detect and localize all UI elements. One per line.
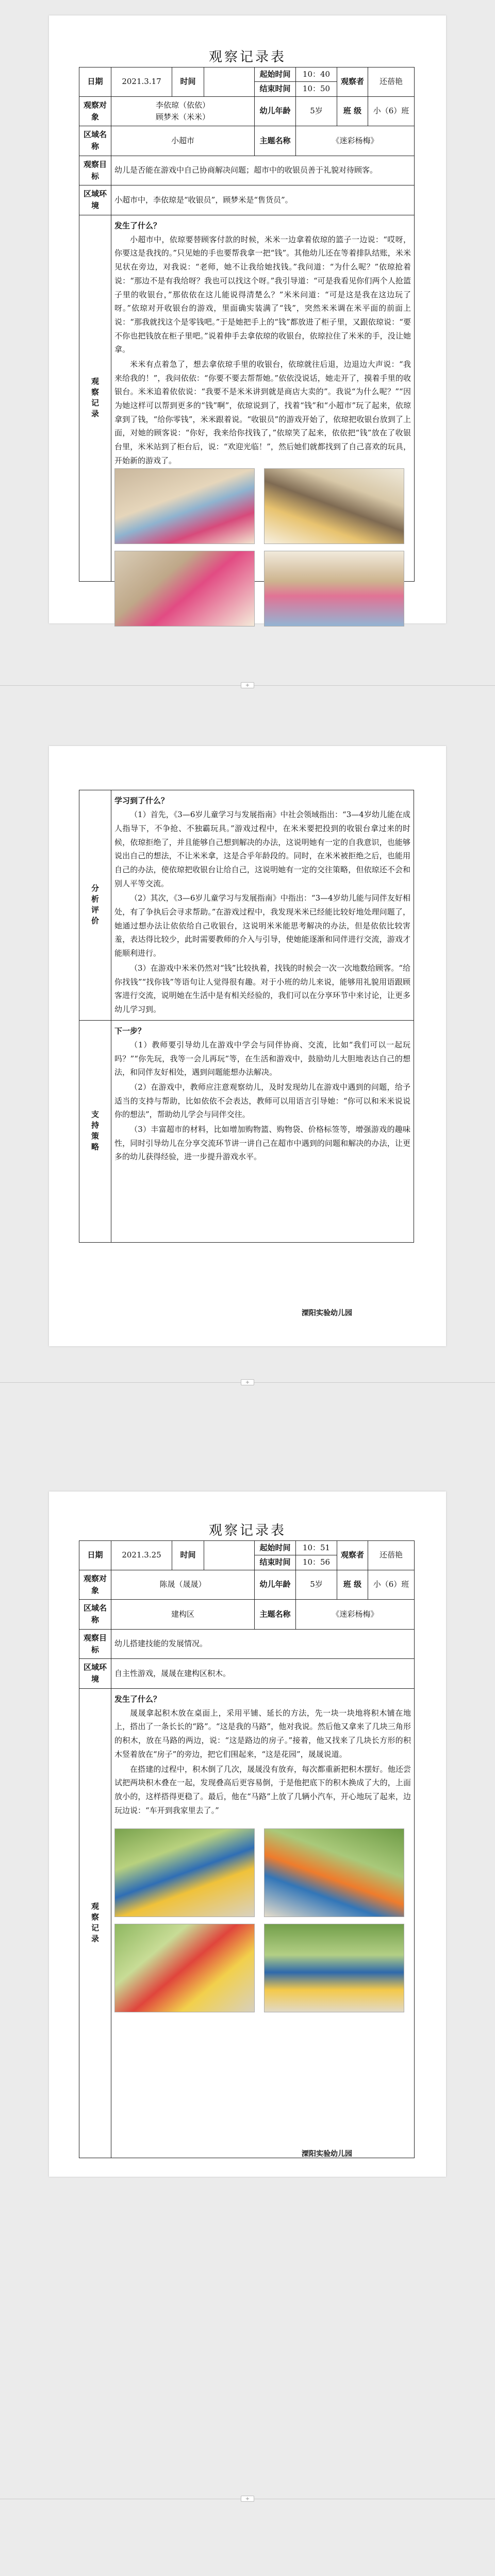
label-observer: 观察者 [337, 67, 368, 97]
label-analysis: 分析评价 [79, 790, 111, 1021]
strategy-cell [111, 1020, 414, 1242]
analysis-cell [111, 790, 414, 1021]
observer-value: 还蓓艳 [368, 67, 415, 97]
env-value: 自主性游戏，晟晟在建构区积木。 [111, 1659, 415, 1689]
record-cell [111, 1688, 415, 2158]
area-value: 建构区 [111, 1600, 255, 1630]
photo-block-building-1 [114, 1828, 255, 1917]
footer-school-name: 溧阳实验幼儿园 [302, 2150, 352, 2158]
date-value: 2021.3.17 [111, 67, 172, 97]
age-value: 5岁 [296, 1570, 337, 1600]
time-values: 10：51 10：56 [296, 1541, 337, 1570]
photo-block-building-3 [114, 1924, 255, 2012]
observer-value: 还蓓艳 [368, 1541, 415, 1570]
label-area: 区域名称 [79, 1600, 111, 1630]
label-age: 幼儿年龄 [255, 96, 296, 126]
label-goal: 观察目标 [79, 156, 111, 185]
record-paragraph: 在搭建的过程中，积木倒了几次，晟晟没有放弃，每次都重新把积木摆好。他还尝试把两块积木叠在一起，发现叠高后更容易倒，于是他把底下的积木换成了大的，上面放小的，这样搭得更稳了。最后，他在“马路”上放了几辆小汽车，开心地玩了起来，边玩边说：“车开到我家里去了。” [114, 1764, 411, 1815]
grade-value: 小（6）班 [368, 1570, 415, 1600]
strategy-heading: 下一步？ [114, 1026, 146, 1036]
page-title: 观察记录表 [208, 1523, 286, 1538]
label-age: 幼儿年龄 [255, 1570, 296, 1600]
photo-block-building-2 [264, 1828, 404, 1917]
label-date: 日期 [79, 67, 111, 97]
analysis-table-1 [79, 790, 414, 1243]
grade-value: 小（6）班 [368, 96, 415, 126]
footer-school-name: 溧阳实验幼儿园 [302, 1309, 352, 1317]
label-goal: 观察目标 [79, 1629, 111, 1659]
env-value: 小超市中，李依琼是“收银员”，顾梦米是“售货员”。 [111, 185, 415, 215]
time-values: 10：40 10：50 [296, 67, 337, 97]
record-paragraph: 小超市中，依琼要替顾客付款的时候，米米一边拿着依琼的篮子一边说：“哎呀，你要这是我找的。”只见她的手也要帮我拿一把“钱”。其他幼儿还在等着排队结账，米米见状在旁边，对我说：“老师，她不让我给她找钱。”我问道：“为什么呢？”依琼抢着说：“那边不是有我给呀？我也可以找这个呀。”我引导道：“可是我看见你们两个人抢篮子里的收银台，”那依依在这儿能说得清楚么？”米米问道：“可是这是我在这边玩了呀。”依琼对开收银台的游戏，里面确实装满了“钱”，突然米米调在米平面的前面上说：“那我就找这个是零钱吧。”于是她把手上的“钱”都放进了柜子里，又跟依琼说：“要不你也把钱放在柜子里吧。”说着伸手去拿依琼的收银台，依琼拉住了米米的手，没让她拿。 [114, 234, 411, 354]
analysis-paragraph: （3）在游戏中米米仍然对“钱”比较执着，找钱的时候会一次一次地数给顾客。“给你找钱”“找你钱”等语句让人觉得很有趣。对于小班的幼儿来说，能够用礼貌用语跟顾客进行交流，说明她在生活中是有相关经验的，我们可以在分享环节中来讨论，让更多幼儿学习到。 [114, 963, 410, 1014]
label-env: 区域环境 [79, 185, 111, 215]
time-labels: 起始时间 结束时间 [255, 67, 296, 97]
label-record: 观察记录 [79, 215, 111, 581]
label-theme: 主题名称 [255, 1600, 296, 1630]
label-grade: 班 级 [337, 1570, 368, 1600]
photo-children-playing-3 [114, 551, 255, 626]
photo-children-playing-4 [264, 551, 404, 626]
analysis-paragraph: （1）首先，《3—6岁儿童学习与发展指南》中社会领域指出：“3—4岁幼儿能在成人指导下，不争抢、不独霸玩具。”游戏过程中，在米米要把投到的收银台拿过来的时候，依琼拒绝了，并且能够自己想到解决的办法，这说明她有一定的自我意识，也能够说出自己的想法，不让米米拿，这是合乎年龄段的。同时，在米米被拒绝之后，也能用自己的办法，使依琼把收银台让给自己，这说明她有一定的交往策略，但依琼还不会和别人平等交流。 [114, 810, 410, 888]
area-value: 小超市 [111, 126, 255, 156]
record-paragraph: 米米有点着急了，想去拿依琼手里的收银台，依琼就往后退，边退边大声说：“我来给我的！”，我问依依：“你要不要去帮帮她。”依依没说话，她走开了，摸着手里的收银台。米米追着依依说：“我要不是米米讲到就是商店大卖的”。我说“为什么呢？”“因为她这样可以帮到更多的“钱”啊”，依琼说到了，找着“钱”和“小超市”玩了起来，依琼拿到了钱，“给你零钱”，米米跟着说。“收银员”的游戏开始了，依琼把收银台放到了上面，对她的顾客说：“你好，我来给你找钱了，”依琼笑了起来，依依把“钱”放在了收银台里，米米站到了柜台后，说：“欢迎光临！”，然后她们就都找到了自己喜欢的玩具，开始新的游戏了。 [114, 359, 411, 465]
record-heading: 发生了什么？ [114, 1694, 161, 1704]
document-page-1 [49, 15, 446, 623]
observation-table-1 [79, 67, 415, 582]
theme-value: 《迷彩杨梅》 [296, 1600, 415, 1630]
photo-children-playing-1 [114, 468, 255, 544]
label-strategy: 支持策略 [79, 1020, 111, 1242]
label-record: 观察记录 [79, 1688, 111, 2158]
label-date: 日期 [79, 1541, 111, 1570]
record-paragraph: 晟晟拿起积木放在桌面上，采用平铺、延长的方法，先一块一块地将积木铺在地上，搭出了一条长长的“路”。“这是我的马路”，他对我说。然后他又拿来了几块三角形的积木，放在马路的两边，说：“这是路边的房子。”接着，他又找来了几块长方形的积木竖着放在“房子”的旁边，把它们围起来，“这是花园”，晟晟说道。 [114, 1708, 411, 1759]
label-time: 时间 [172, 1541, 204, 1570]
age-value: 5岁 [296, 96, 337, 126]
document-page-2 [49, 746, 446, 1346]
strategy-paragraph: （3）丰富超市的材料，比如增加购物篮、购物袋、价格标签等，增强游戏的趣味性，同时引导幼儿在分享交流环节讲一讲自己在超市中遇到的问题和解决的办法，让更多的幼儿获得经验，进一步提升游戏水平。 [114, 1124, 410, 1162]
analysis-heading: 学习到了什么？ [114, 796, 169, 805]
label-theme: 主题名称 [255, 126, 296, 156]
add-page-icon[interactable]: + [241, 2496, 254, 2502]
time-labels: 起始时间 结束时间 [255, 1541, 296, 1570]
record-cell [111, 215, 415, 581]
label-grade: 班 级 [337, 96, 368, 126]
strategy-paragraph: （1）教师要引导幼儿在游戏中学会与同伴协商、交流，比如“我们可以一起玩吗？”“你先玩，我等一会儿再玩”等，在生活和游戏中，鼓励幼儿大胆地表达自己的想法，和同伴友好相处，遇到问题能想办法解决。 [114, 1040, 410, 1077]
label-observer: 观察者 [337, 1541, 368, 1570]
subject-value: 李依琼（依依） 顾梦米（米米） [111, 96, 255, 126]
label-time: 时间 [172, 67, 204, 97]
label-subject: 观察对象 [79, 1570, 111, 1600]
add-page-icon[interactable]: + [241, 1379, 254, 1385]
goal-value: 幼儿搭建技能的发展情况。 [111, 1629, 415, 1659]
goal-value: 幼儿是否能在游戏中自己协商解决问题；超市中的收银员善于礼貌对待顾客。 [111, 156, 415, 185]
date-value: 2021.3.25 [111, 1541, 172, 1570]
label-area: 区域名称 [79, 126, 111, 156]
page-title: 观察记录表 [208, 49, 286, 65]
analysis-paragraph: （2）其次，《3—6岁儿童学习与发展指南》中指出：“3—4岁幼儿能与同伴友好相处，有了争执后会寻求帮助。”在游戏过程中，我发现米米已经能比较好地处理问题了，她通过想办法让依依给自己收银台，这说明米米能思考解决的办法，但是依依比较害羞，表达得比较少，此时需要教师的介入与引导，使她能逐渐和同伴进行交流，游戏才能顺利进行。 [114, 893, 410, 958]
theme-value: 《迷彩杨梅》 [296, 126, 415, 156]
photo-children-playing-2 [264, 468, 404, 544]
add-page-icon[interactable]: + [241, 682, 254, 688]
subject-value: 陈晟（晟晟） [111, 1570, 255, 1600]
photo-block-building-4 [264, 1924, 404, 2012]
document-page-3 [49, 1492, 446, 2177]
label-subject: 观察对象 [79, 96, 111, 126]
observation-table-2 [79, 1540, 415, 2158]
label-env: 区域环境 [79, 1659, 111, 1689]
record-heading: 发生了什么？ [114, 221, 161, 230]
strategy-paragraph: （2）在游戏中，教师应注意观察幼儿，及时发现幼儿在游戏中遇到的问题，给予适当的支持与帮助，比如依依不会表达，教师可以用语言引导她：“你可以和米米说说你的想法”，帮助幼儿学会与同伴交往。 [114, 1082, 410, 1120]
